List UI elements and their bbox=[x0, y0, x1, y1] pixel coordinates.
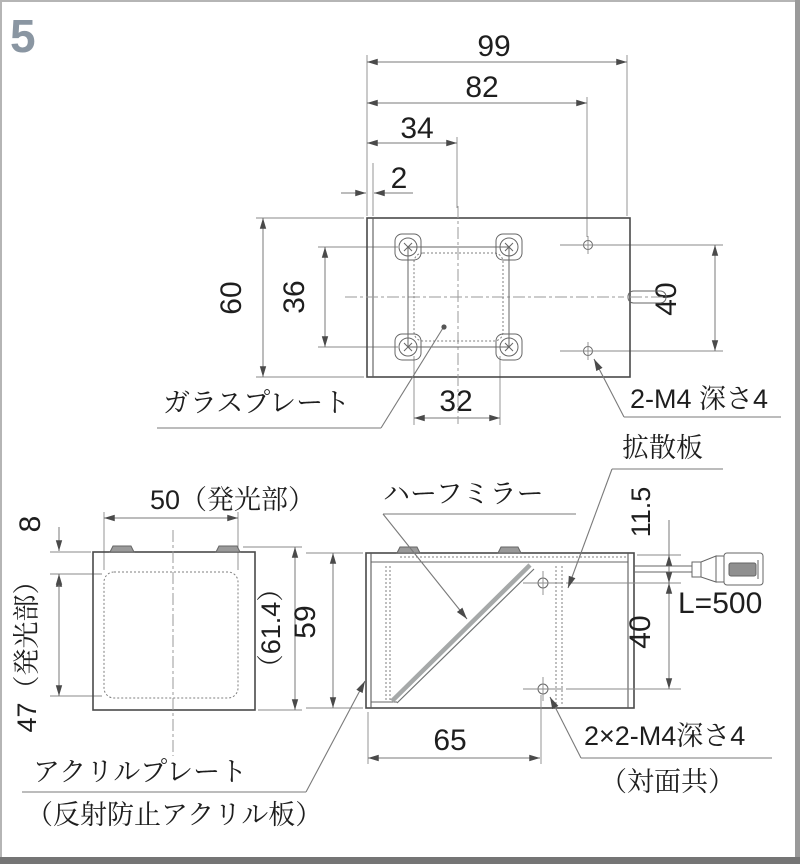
dim-50-emitting: 50（発光部） bbox=[150, 485, 316, 515]
cable-length-label: L=500 bbox=[678, 587, 763, 620]
acrylic-plate-label: アクリルプレート bbox=[33, 757, 248, 787]
dim-40-top: 40 bbox=[650, 282, 683, 316]
acrylic-plate-callout bbox=[22, 681, 365, 830]
screw-bump bbox=[110, 546, 134, 552]
cable-connector bbox=[634, 553, 763, 585]
tap-label-side: 2×2-M4深さ4 bbox=[584, 721, 746, 751]
connector-contact bbox=[729, 563, 756, 576]
half-mirror bbox=[392, 565, 534, 703]
front-view bbox=[12, 485, 363, 756]
dim-99: 99 bbox=[477, 30, 511, 63]
front-view-body bbox=[93, 530, 255, 756]
tap-label-top: 2-M4 深さ4 bbox=[630, 384, 769, 414]
screw-bump bbox=[397, 547, 420, 553]
half-mirror-label: ハーフミラー bbox=[383, 479, 544, 509]
top-view bbox=[157, 30, 781, 428]
side-view-body bbox=[366, 547, 634, 708]
dim-60: 60 bbox=[215, 281, 248, 315]
dim-47-emitting: 47（発光部） bbox=[12, 567, 42, 733]
leader-dot bbox=[441, 324, 446, 329]
screw-head-icon bbox=[496, 234, 522, 260]
dim-36: 36 bbox=[278, 280, 311, 314]
dim-65: 65 bbox=[433, 724, 467, 757]
tap-holes-side-view bbox=[523, 571, 563, 701]
tap-holes-top-view bbox=[560, 236, 616, 360]
dim-61-4: （61.4） bbox=[256, 574, 286, 682]
dim-59: 59 bbox=[289, 605, 322, 639]
dim-82: 82 bbox=[465, 71, 499, 104]
top-view-body bbox=[345, 206, 630, 424]
tap-callout-top-view bbox=[594, 359, 781, 417]
dim-40-side: 40 bbox=[624, 615, 657, 649]
page-number: 5 bbox=[10, 10, 36, 62]
diffuser-label: 拡散板 bbox=[622, 433, 703, 463]
screw-bump bbox=[498, 547, 521, 553]
acrylic-note-label: （反射防止アクリル板） bbox=[26, 800, 323, 830]
emitting-window bbox=[104, 572, 238, 698]
dim-32: 32 bbox=[439, 385, 473, 418]
screw-bump bbox=[216, 546, 240, 552]
tap-callout-side-view bbox=[550, 697, 772, 797]
dim-11-5: 11.5 bbox=[626, 486, 656, 538]
tap-note-label: （対面共） bbox=[600, 767, 735, 797]
dim-34: 34 bbox=[400, 112, 434, 145]
top-view-extension-lines bbox=[256, 55, 723, 425]
top-view-dimension-lines bbox=[263, 62, 715, 418]
dim-8: 8 bbox=[14, 515, 47, 533]
screw-head-icon bbox=[395, 334, 421, 360]
side-view bbox=[22, 433, 772, 830]
glass-plate-label: ガラスプレート bbox=[163, 388, 351, 418]
screw-head-icon bbox=[395, 234, 421, 260]
dim-2: 2 bbox=[390, 162, 408, 195]
